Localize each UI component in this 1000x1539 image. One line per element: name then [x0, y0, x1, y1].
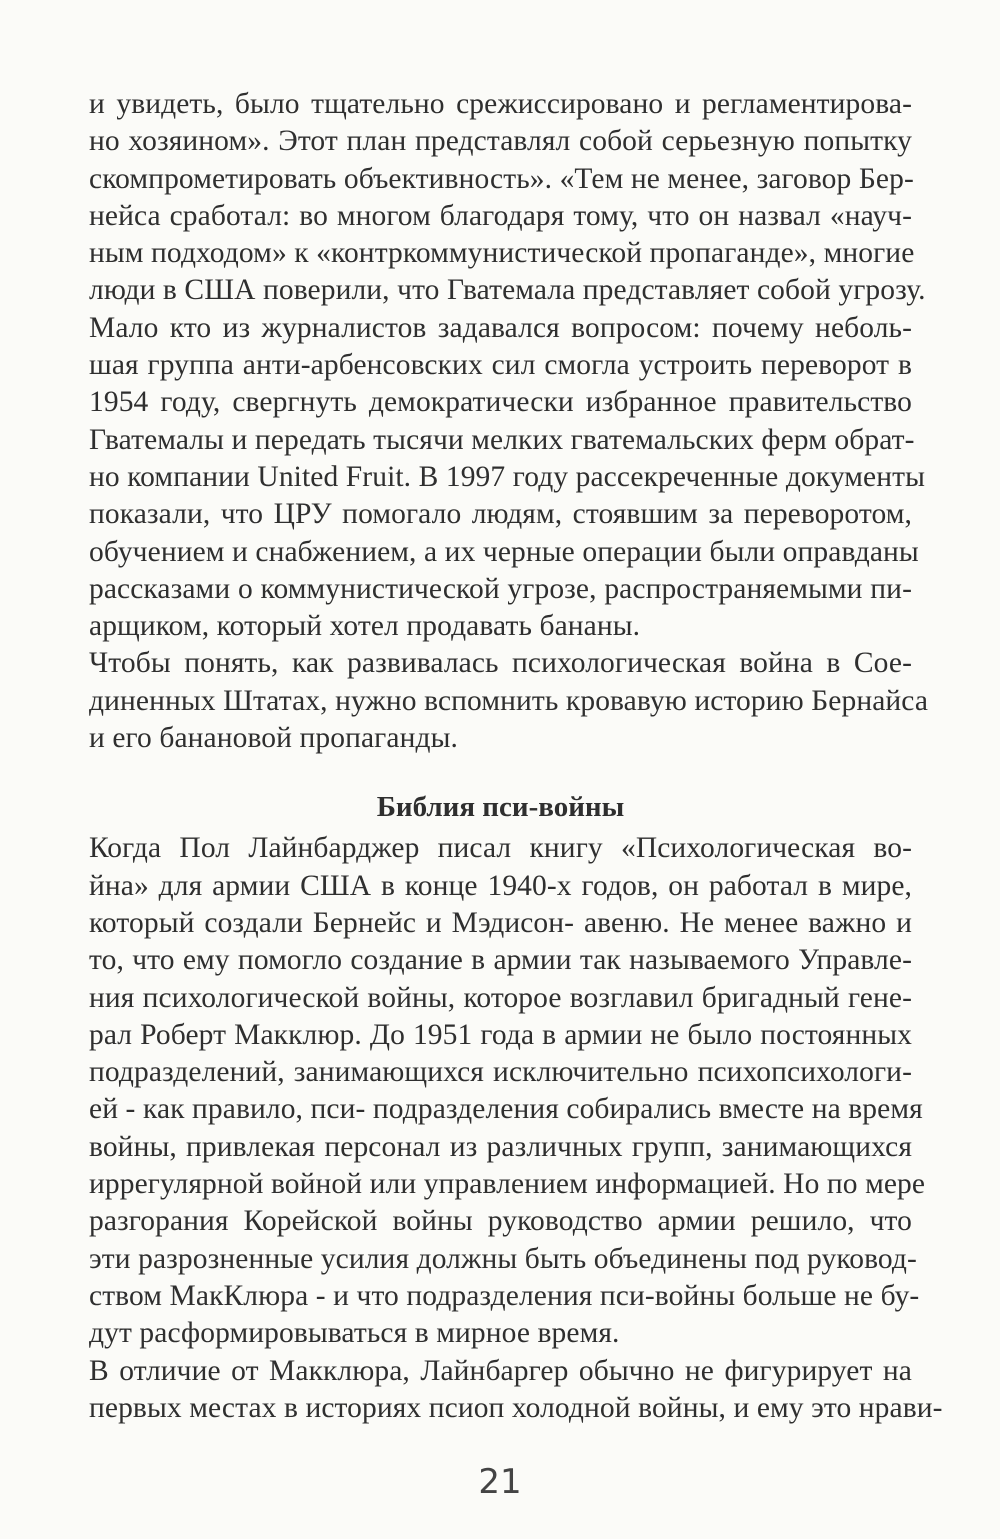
- text-line: ным подходом» к «контркоммунистической пропаганде», многие: [89, 237, 915, 270]
- text-line: эти разрозненные усилия должны быть объединены под руковод-: [89, 1242, 917, 1275]
- page-number: 21: [478, 1462, 522, 1502]
- text-line: рассказами о коммунистической угрозе, распространяемыми пи-: [89, 572, 912, 605]
- text-line: [89, 645, 912, 682]
- text-line: обучением и снабжением, а их черные операции были оправданы: [89, 535, 919, 568]
- text-line: показали, что ЦРУ помогало людям, стоявшим за переворотом,: [89, 498, 912, 531]
- text-line: нейса сработал: во многом благодаря тому, что он назвал «науч-: [89, 199, 912, 232]
- text-line: войны, привлекая персонал из различных групп, занимающихся: [89, 1130, 912, 1163]
- text-line: разгорания Корейской войны руководство армии решило, что: [89, 1205, 912, 1238]
- text-line: первых местах в историях псиоп холодной войны, и ему это нрави-: [89, 1391, 943, 1424]
- text-line: арщиком, который хотел продавать бананы.: [89, 610, 641, 643]
- text-line: и увидеть, было тщательно срежиссировано и регламентирова-: [89, 88, 912, 120]
- text-line: В отличие от Макклюра, Лайнбаргер обычно не фигурирует на: [89, 1354, 912, 1387]
- text-line: ей - как правило, пси- подразделения собирались вместе на время: [89, 1093, 923, 1126]
- text-line-content: Чтобы понять, как развивалась психологическая война в Сое-: [89, 647, 912, 680]
- text-line: ния психологической войны, которое возглавил бригадный гене-: [89, 981, 912, 1014]
- section-heading: Библия пси-войны: [376, 791, 625, 824]
- paragraph-1: [89, 86, 926, 645]
- text-line: рал Роберт Макклюр. До 1951 года в армии не было постоянных: [89, 1018, 912, 1051]
- text-line: дут расформировываться в мирное время.: [89, 1317, 620, 1350]
- text-line: диненных Штатах, нужно вспомнить кровавую историю Бернайса: [89, 684, 929, 717]
- text-line: иррегулярной войной или управлением информацией. Но по мере: [89, 1168, 926, 1201]
- text-line: но хозяином». Этот план представлял собой серьезную попытку: [89, 125, 912, 158]
- text-line: который создали Бернейс и Мэдисон- авеню. Не менее важно и: [89, 906, 912, 939]
- text-line: подразделений, занимающихся исключительно психопсихологи-: [89, 1056, 912, 1089]
- paragraph-2: [89, 645, 929, 757]
- text-line: то, что ему помогло создание в армии так называемого Управле-: [89, 944, 912, 977]
- text-line: люди в США поверили, что Гватемала представляет собой угрозу.: [89, 274, 926, 307]
- text-line: Когда Пол Лайнбарджер писал книгу «Психологическая во-: [89, 832, 912, 865]
- text-line: 1954 году, свергнуть демократически избранное правительство: [89, 386, 912, 419]
- text-line: скомпрометировать объективность». «Тем не менее, заговор Бер-: [89, 162, 914, 195]
- text-line: шая группа анти-арбенсовских сил смогла устроить переворот в: [89, 349, 912, 382]
- paragraph-3: [89, 830, 926, 1352]
- text-line: Мало кто из журналистов задавался вопросом: почему неболь-: [89, 311, 912, 344]
- text-line: ством МакКлюра - и что подразделения пси-войны больше не бу-: [89, 1279, 920, 1312]
- text-line: йна» для армии США в конце 1940-х годов, он работал в мире,: [89, 869, 912, 902]
- text-line: но компании United Fruit. В 1997 году рассекреченные документы: [89, 460, 926, 493]
- text-line: Гватемалы и передать тысячи мелких гватемальских ферм обрат-: [89, 423, 915, 456]
- text-line: и его банановой пропаганды.: [89, 722, 458, 755]
- page-body: [89, 86, 943, 1427]
- paragraph-4: [89, 1353, 943, 1428]
